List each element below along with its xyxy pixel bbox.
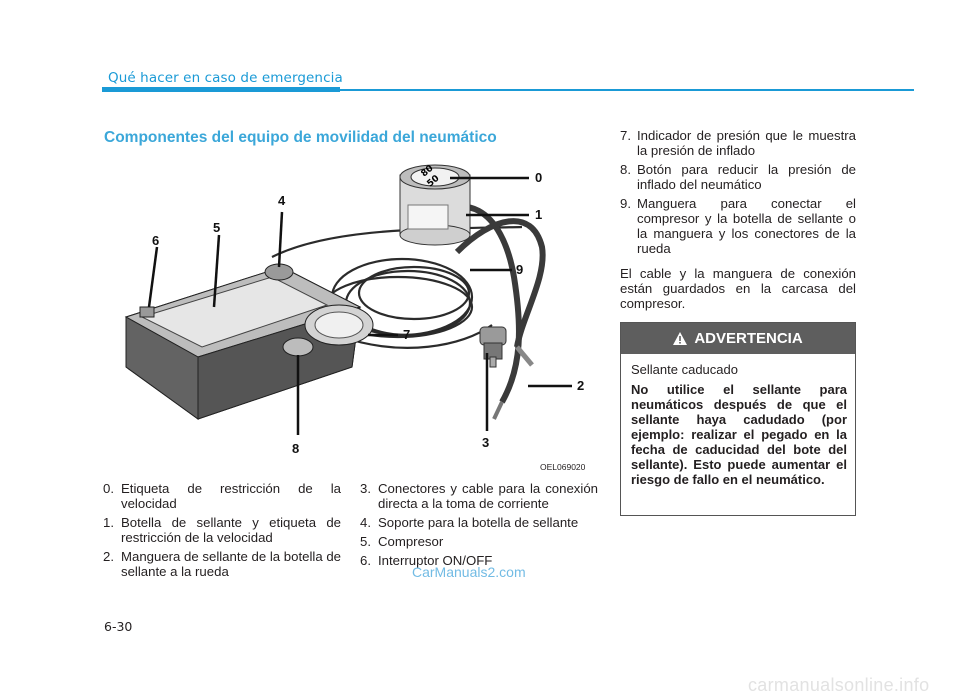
tire-mobility-kit-illustration bbox=[102, 157, 598, 475]
warning-title: Sellante caducado bbox=[631, 362, 738, 377]
item-text: Indicador de presión que le muestra la presión de inflado bbox=[637, 128, 856, 158]
item-number: 9. bbox=[620, 196, 631, 211]
bottle-label bbox=[408, 205, 448, 229]
running-header-title: Qué hacer en caso de emergencia bbox=[108, 70, 343, 86]
item-text: Compresor bbox=[378, 534, 444, 549]
item-text: Interruptor ON/OFF bbox=[378, 553, 493, 568]
section-title: Componentes del equipo de movilidad del neumático bbox=[104, 129, 497, 146]
item-text: Conectores y cable para la conexión directa a la toma de corriente bbox=[378, 481, 598, 511]
component-list-left bbox=[103, 481, 341, 583]
item-number: 0. bbox=[103, 481, 114, 496]
power-plug bbox=[480, 327, 506, 367]
cable-loop bbox=[359, 267, 469, 319]
item-text: Manguera de sellante de la botella de sellante a la rueda bbox=[121, 549, 341, 579]
component-list-middle bbox=[360, 481, 598, 572]
item-text: Soporte para la botella de sellante bbox=[378, 515, 579, 530]
warning-triangle-icon bbox=[673, 332, 687, 345]
item-text: Botón para reducir la presión de inflado del neumático bbox=[637, 162, 856, 192]
watermark-overlay: CarManuals2.com bbox=[412, 564, 526, 580]
item-number: 3. bbox=[360, 481, 371, 496]
item-text: Botella de sellante y etiqueta de restricción de la velocidad bbox=[121, 515, 341, 545]
list-item bbox=[360, 515, 598, 530]
callout-9 bbox=[470, 262, 523, 277]
page-number: 6-30 bbox=[104, 619, 133, 634]
item-number: 2. bbox=[103, 549, 114, 564]
warning-text: No utilice el sellante para neumáticos después de que el sellante haya cadudado (por ejemplo: realizar el pegado en la fecha de caducidad del bote del sellante). Esto puede aumentar el riesgo de fallo en el neumático. bbox=[631, 382, 847, 487]
header-rule-accent bbox=[102, 87, 340, 92]
item-number: 5. bbox=[360, 534, 371, 549]
list-item bbox=[360, 481, 598, 511]
callout-7-label: 7 bbox=[403, 327, 411, 342]
speed-label-50: 50 bbox=[425, 173, 442, 190]
list-item bbox=[103, 481, 341, 511]
list-item bbox=[103, 549, 341, 579]
item-number: 4. bbox=[360, 515, 371, 530]
list-item bbox=[360, 534, 598, 549]
warning-header bbox=[621, 323, 855, 354]
item-number: 1. bbox=[103, 515, 114, 530]
item-text: Etiqueta de restricción de la velocidad bbox=[121, 481, 341, 511]
on-off-switch bbox=[140, 307, 154, 317]
warning-heading: ADVERTENCIA bbox=[694, 330, 803, 347]
callout-3 bbox=[482, 353, 489, 450]
callout-8-label: 8 bbox=[292, 441, 300, 456]
callout-4-label: 4 bbox=[278, 193, 286, 208]
list-item bbox=[620, 162, 856, 192]
storage-note: El cable y la manguera de conexión están guardados en la carcasa del compresor. bbox=[620, 266, 856, 311]
hose-tip bbox=[494, 402, 502, 419]
item-number: 7. bbox=[620, 128, 631, 143]
callout-4 bbox=[278, 193, 286, 267]
list-item bbox=[620, 128, 856, 158]
kit-drawing bbox=[102, 157, 598, 475]
compressor bbox=[126, 264, 373, 419]
warning-box bbox=[620, 322, 856, 516]
list-item bbox=[103, 515, 341, 545]
callout-6 bbox=[149, 233, 159, 307]
figure-code: OEL069020 bbox=[540, 462, 586, 472]
item-text: Manguera para conectar el compresor y la botella de sellante o la manguera y los conectores de la rueda bbox=[637, 196, 856, 256]
sealant-bottle bbox=[400, 164, 470, 245]
component-list-right bbox=[620, 128, 856, 260]
item-number: 6. bbox=[360, 553, 371, 568]
list-item bbox=[620, 196, 856, 256]
warning-body bbox=[621, 354, 855, 487]
callout-2 bbox=[528, 378, 584, 393]
callout-1-label: 1 bbox=[535, 207, 543, 222]
callout-2-label: 2 bbox=[577, 378, 585, 393]
callout-5-label: 5 bbox=[213, 220, 221, 235]
watermark-footer: carmanualsonline.info bbox=[748, 675, 930, 695]
callout-9-label: 9 bbox=[516, 262, 524, 277]
item-number: 8. bbox=[620, 162, 631, 177]
callout-0-label: 0 bbox=[535, 170, 543, 185]
callout-6-label: 6 bbox=[152, 233, 160, 248]
callout-3-label: 3 bbox=[482, 435, 490, 450]
speed-label-80: 80 bbox=[419, 163, 436, 180]
pressure-release-button bbox=[283, 338, 313, 356]
